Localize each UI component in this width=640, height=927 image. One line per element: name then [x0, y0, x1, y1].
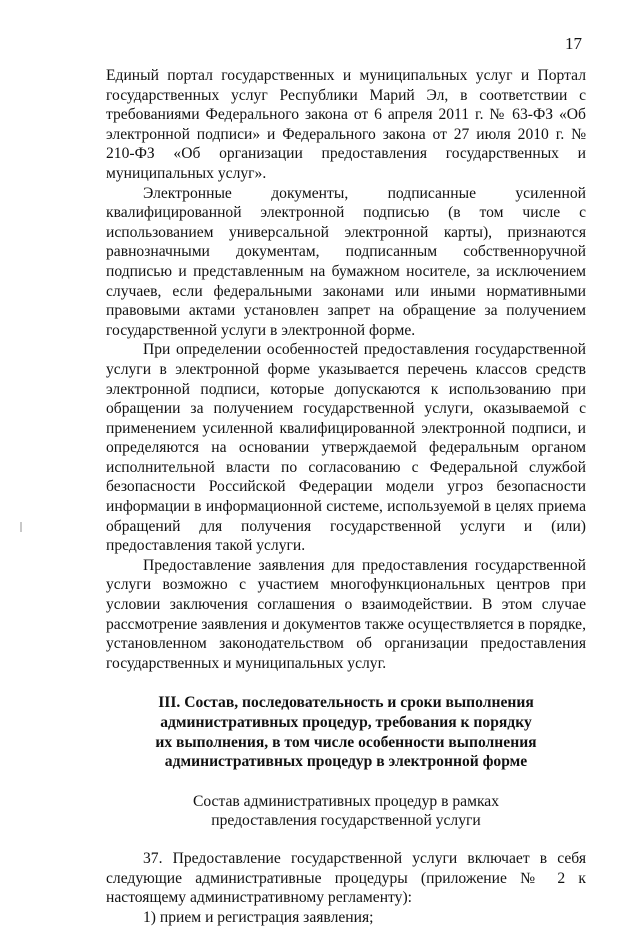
paragraph-electronic-documents: Электронные документы, подписанные усиленной квалифицированной электронной подписью (в том числе с использованием универсальной электронной карты), признаются равнозначными документам, подписанным собственноручной подписью и представленным на бумажном носителе, за исключением случаев, если федеральными законами или иными нормативными правовыми актами установлен запрет на обращение за получением государственной услуги в электронной форме.: [106, 184, 586, 339]
section-heading-line-1: III. Состав, последовательность и сроки выполнения: [158, 694, 534, 712]
subheading: [106, 792, 586, 831]
paragraph-mfc: Предоставление заявления для предоставления государственной услуги возможно с участием многофункциональных центров при условии заключения соглашения о взаимодействии. В этом случае рассмотрение заявления и документов также осуществляется в порядке, установленном законодательством об организации предоставления государственных и муниципальных услуг.: [106, 556, 586, 672]
section-heading-line-2: административных процедур, требования к порядку: [160, 714, 532, 731]
section-heading: [106, 693, 586, 771]
subheading-line-2: предоставления государственной услуги: [211, 812, 481, 830]
document-body: [106, 66, 586, 927]
paragraph-portal: Единый портал государственных и муниципальных услуг и Портал государственных услуг Республики Марий Эл, в соответствии с требованиями Федерального закона от 6 апреля 2011 г. № 63-ФЗ «Об электронной подписи» и Федерального закона от 27 июля 2010 г. № 210-ФЗ «Об организации предоставления государственных и муниципальных услуг».: [106, 67, 586, 182]
page-number: 17: [565, 34, 582, 53]
section-heading-line-4: административных процедур в электронной форме: [164, 753, 528, 771]
spacer: [106, 831, 586, 849]
margin-mark: [20, 522, 22, 532]
paragraph-signature-classes: При определении особенностей предоставления государственной услуги в электронной форме указывается перечень классов средств электронной подписи, которые допускаются к использованию при обращении за получением государственной услуги, оказываемой с применением усиленной квалифицированной электронной подписи, и определяются на основании утверждаемой федеральным органом исполнительной власти по согласованию с Федеральной службой безопасности Российской Федерации модели угроз безопасности информации в информационной системе, используемой в целях приема обращений для получения государственной услуги и (или) предоставления такой услуги.: [106, 341, 586, 555]
subheading-line-1: Состав административных процедур в рамках: [192, 792, 500, 810]
paragraph-item-37-1: 1) прием и регистрация заявления;: [143, 908, 374, 926]
paragraph-item-37: 37. Предоставление государственной услуги включает в себя следующие административные процедуры (приложение № 2 к настоящему административному регламенту):: [106, 849, 586, 907]
section-heading-line-3: их выполнения, в том числе особенности выполнения: [155, 733, 537, 751]
